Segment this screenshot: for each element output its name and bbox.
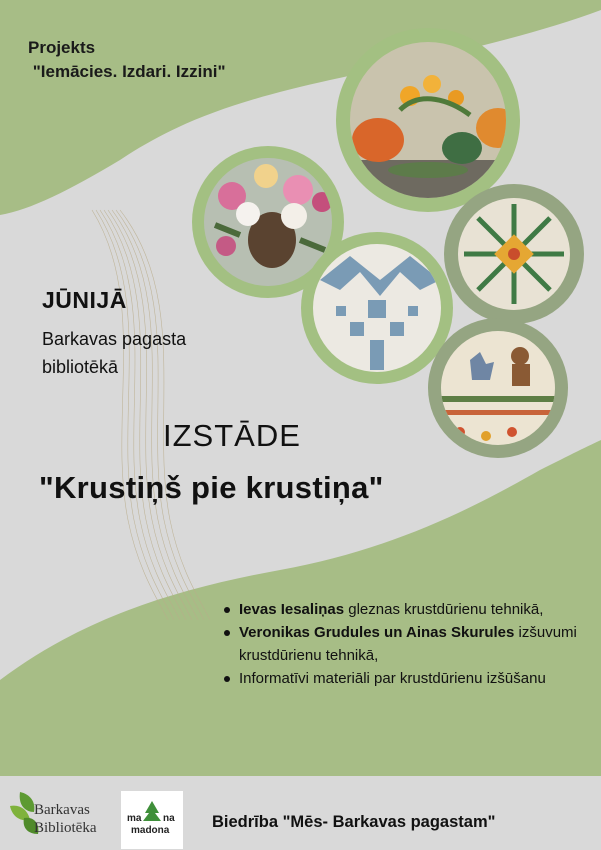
photo-animals-pattern [428,318,568,458]
mana-madona-logo [121,791,183,849]
logo-madona-part1: ma [127,813,142,824]
exhibition-title: "Krustiņš pie krustiņa" [39,470,384,505]
logo-madona-part2: na [163,813,175,824]
list-item [222,667,582,690]
list-item [222,598,582,621]
logo-library-line2: Bibliotēka [34,820,97,836]
photo-star-pattern [444,184,584,324]
list-item-text: gleznas krustdūrienu tehnikā, [344,601,544,618]
project-label: Projekts [28,38,96,57]
exhibition-label: IZSTĀDE [163,418,301,453]
barkavas-biblioteka-logo [6,788,114,844]
list-item [222,621,582,667]
exhibit-list [222,598,582,690]
list-item-text: Informatīvi materiāli par krustdūrienu izšūšanu [239,670,546,687]
exhibition-month: JŪNIJĀ [42,287,127,313]
project-name: "Iemācies. Izdari. Izzini" [28,62,226,81]
organization-name: Biedrība "Mēs- Barkavas pagastam" [212,813,496,831]
list-item-text: izšuvumi krustdūrienu tehnikā, [239,624,577,664]
photo-blue-pattern [301,232,453,384]
list-item-bold: Ievas Iesaliņas [239,601,345,618]
list-item-bold: Veronikas Grudules un Ainas Skurules [239,624,515,641]
project-heading [28,36,226,84]
exhibition-place: Barkavas pagasta bibliotēkā [42,329,187,377]
logo-madona-part3: madona [131,825,170,836]
logo-library-line1: Barkavas [34,802,90,818]
